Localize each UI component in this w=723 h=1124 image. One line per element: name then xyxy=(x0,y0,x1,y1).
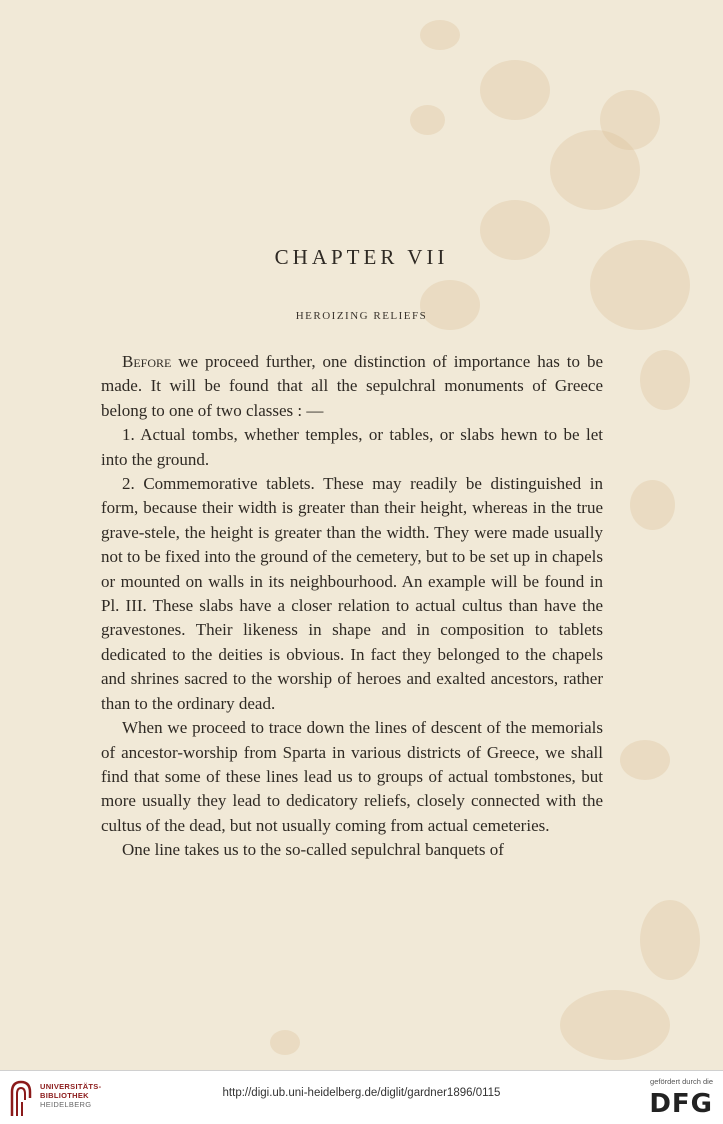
foxing-stain xyxy=(620,740,670,780)
opening-word: Before xyxy=(122,352,172,371)
foxing-stain xyxy=(600,90,660,150)
foxing-stain xyxy=(630,480,675,530)
foxing-stain xyxy=(640,350,690,410)
foxing-stain xyxy=(640,900,700,980)
funder-label: gefördert durch die xyxy=(650,1077,713,1086)
paragraph xyxy=(101,350,603,423)
foxing-stain xyxy=(420,20,460,50)
library-name-line: BIBLIOTHEK xyxy=(40,1091,89,1100)
body-text xyxy=(101,350,603,863)
foxing-stain xyxy=(420,280,480,330)
viewer-footer xyxy=(0,1070,723,1124)
chapter-subtitle: HEROIZING RELIEFS xyxy=(295,310,428,322)
foxing-stain xyxy=(560,990,670,1060)
paragraph-text: we proceed further, one distinction of importance has to be made. It will be found that all the sepulchral monuments of Greece belong to one of two classes : — xyxy=(101,352,603,420)
paragraph: 2. Commemorative tablets. These may readily be distinguished in form, because their width is greater than their height, whereas in the true grave-stele, the height is greater than the width. They were made usually not to be fixed into the ground of the cemetery, but to be set up in chapels or mounted on walls in its neighbourhood. An example will be found in Pl. III. These slabs have a closer relation to actual cultus than have the gravestones. Their likeness in shape and in composition to tablets dedicated to the deities is obvious. In fact they belonged to the chapels and shrines sacred to the worship of heroes and exalted ancestors, rather than to the ordinary dead. xyxy=(101,474,603,713)
permalink-url[interactable]: http://digi.ub.uni-heidelberg.de/diglit/gardner1896/0115 xyxy=(222,1087,501,1099)
chapter-title: CHAPTER VII xyxy=(274,245,449,269)
foxing-stain xyxy=(410,105,445,135)
paragraph: When we proceed to trace down the lines of descent of the memorials of ancestor-worship from Sparta in various districts of Greece, we shall find that some of these lines lead us to groups of actual tombstones, but more usually they lead to dedicatory reliefs, closely connected with the cultus of the dead, but not usually coming from actual cemeteries. xyxy=(101,718,603,835)
library-name-line: HEIDELBERG xyxy=(40,1100,92,1109)
paragraph: 1. Actual tombs, whether temples, or tables, or slabs hewn to be let into the ground. xyxy=(101,425,603,469)
foxing-stain xyxy=(270,1030,300,1055)
paragraph: One line takes us to the so-called sepulchral banquets of xyxy=(122,840,504,860)
foxing-stain xyxy=(480,60,550,120)
library-name-line: UNIVERSITÄTS- xyxy=(40,1082,102,1091)
dfg-logo: DFG xyxy=(649,1089,713,1119)
